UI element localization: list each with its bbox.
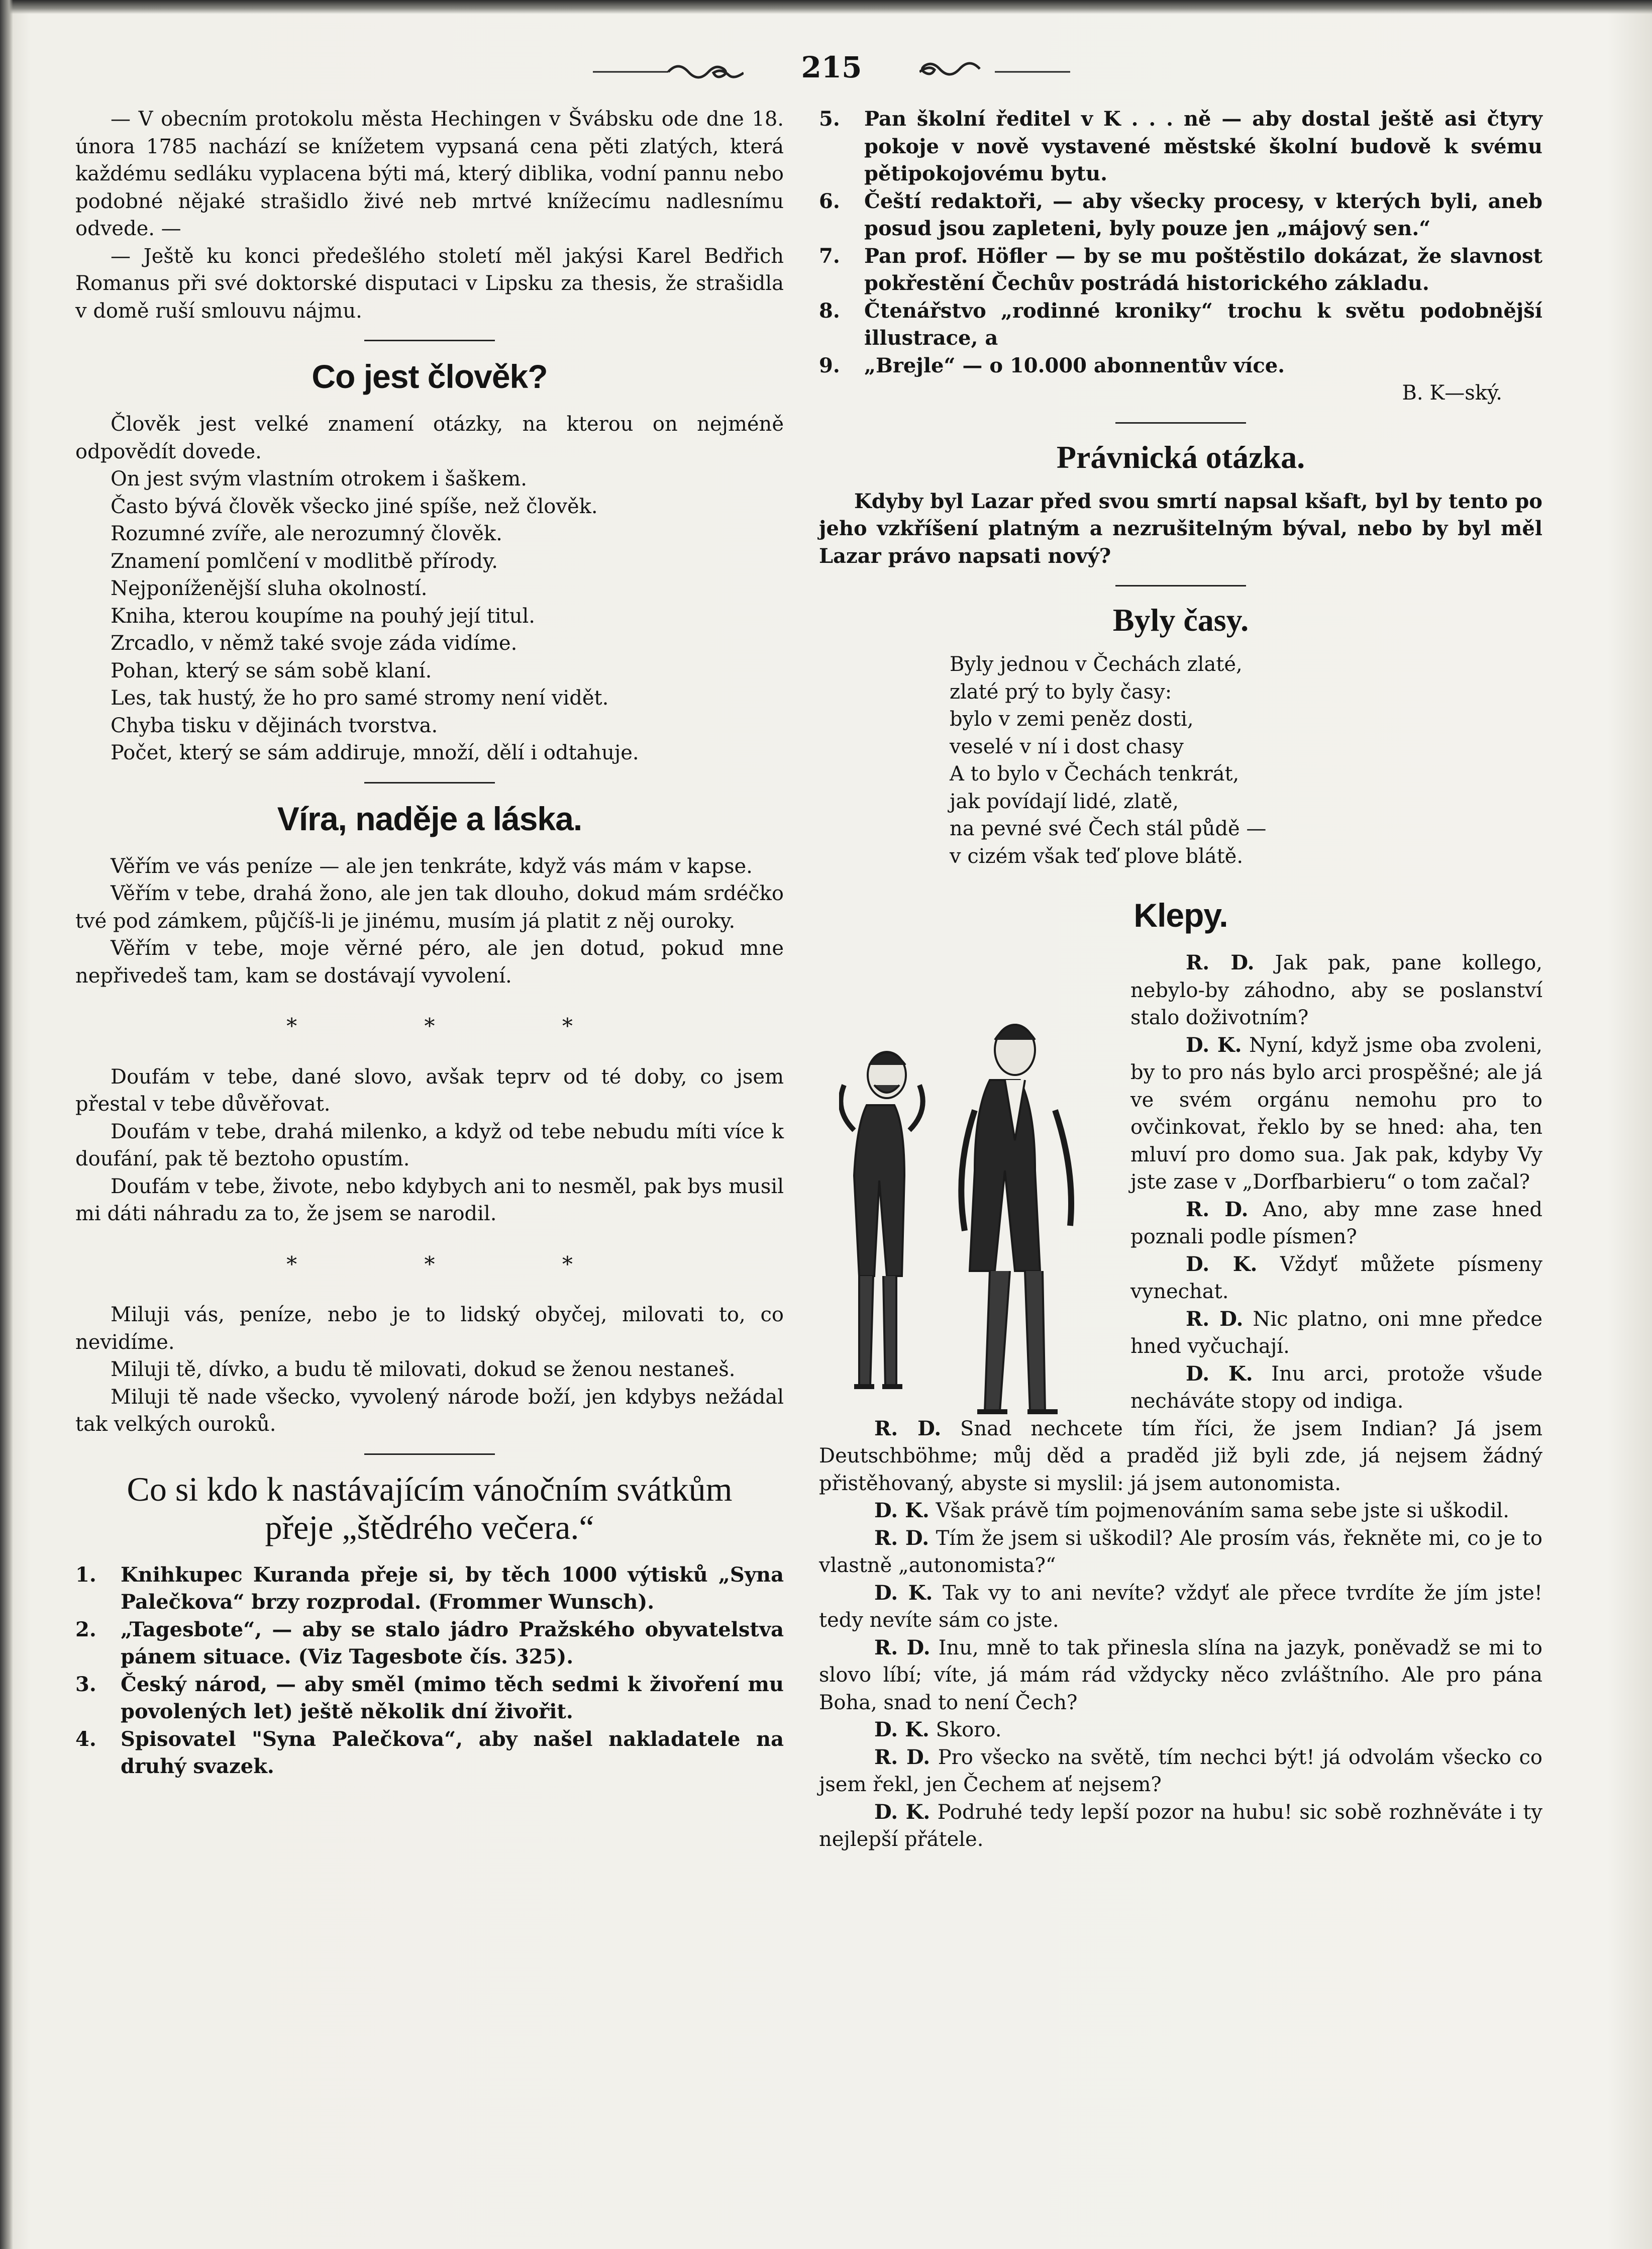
dialogue-text: Vždyť můžete písmeny vynechat. <box>1130 1252 1542 1303</box>
list-item-text: „Brejle“ — o 10.000 abonnentův více. <box>864 353 1285 377</box>
speaker: R. D. <box>1186 951 1255 974</box>
clovek-line: Zrcadlo, v němž také svoje záda vidíme. <box>111 632 518 655</box>
list-item-text: Čeští redaktoři, — aby všecky procesy, v kterých byli, aneb posud jsou zapleteni, byly pouze jen „májový sen.“ <box>864 189 1542 240</box>
verim-paragraph: Věřím ve vás peníze — ale jen tenkráte, když vás mám v kapse. <box>111 854 753 878</box>
dialogue-text: Skoro. <box>936 1718 1002 1741</box>
dialogue-text: Nyní, když jsme oba zvoleni, by to pro nás bylo arci prospěšné; ale já ve svém orgánu nemohu pro to ovčinkovat, řeklo by se hned: aha, ten mluví pro domo sua. Jak pak, kdyby Vy jste zase v „Dorfbarbieru“ o tom začal? <box>1130 1033 1543 1194</box>
asterism: * * * <box>286 1014 633 1038</box>
doufam-paragraph: Doufám v tebe, dané slovo, avšak teprv od té doby, co jsem přestal v tebe důvěřovat. <box>75 1065 784 1116</box>
poem-line: na pevné své Čech stál půdě — <box>950 817 1267 840</box>
list-item <box>75 1561 784 1616</box>
speaker: D. K. <box>874 1718 930 1741</box>
clovek-line: Znamení pomlčení v modlitbě přírody. <box>111 549 498 573</box>
divider <box>364 340 495 341</box>
page-number: 215 <box>801 50 862 84</box>
clovek-line: Nejponíženější sluha okolností. <box>111 577 428 600</box>
svatky-title-line-1: Co si kdo k nastávajícím vánočním svátkům <box>127 1470 733 1508</box>
list-item-number: 9. <box>819 353 840 377</box>
list-item <box>75 1671 784 1726</box>
list-item-text: Pan školní ředitel v K . . . ně — aby dostal ještě asi čtyry pokoje v nově vystavené městské školní budově k svému pětipokojovému bytu. <box>864 107 1542 185</box>
speaker: R. D. <box>874 1416 942 1440</box>
dialogue-line <box>1130 1032 1542 1196</box>
list-item <box>819 188 1542 243</box>
wish-list-continued <box>819 106 1542 379</box>
pravnicka-text: Kdyby byl Lazar před svou smrtí napsal kšaft, byl by tento po jeho vzkříšení platným a nezrušitelným býval, nebo by byl měl Lazar právo napsati nový? <box>819 489 1542 568</box>
svatky-title-line-2: přeje „štědrého večera.“ <box>265 1508 594 1546</box>
doufam-paragraph: Doufám v tebe, živote, nebo kdybych ani to nesměl, pak bys musil mi dáti náhradu za to, že jsem se narodil. <box>75 1175 784 1225</box>
dialogue-line <box>1130 949 1542 1032</box>
dialogue-line <box>819 1634 1542 1717</box>
dialogue-lower <box>819 1415 1542 1853</box>
clovek-lines <box>75 411 784 767</box>
wish-list <box>75 1561 784 1781</box>
section-title-casy: Byly časy. <box>1112 602 1249 638</box>
intro-paragraph-1: — V obecním protokolu města Hechingen v Švábsku ode dne 18. února 1785 nachází se knížetem vypsaná cena pěti zlatých, která každému sedláku vyplacena býti má, který diblika, vodní pannu nebo podobné nějaké strašidlo živé neb mrtvé knížecímu nadlesnímu odvede. — <box>75 108 784 240</box>
list-item-text: Spisovatel "Syna Palečkova“, aby našel nakladatele na druhý svazek. <box>121 1727 784 1778</box>
clovek-line: Často bývá člověk všecko jiné spíše, než člověk. <box>111 495 598 518</box>
dialogue-text: Snad nechcete tím říci, že jsem Indian? Já jsem Deutschböhme; můj děd a praděd již byli zde, já nejsem žádný přistěhovaný, abyste si myslil: já jsem autonomista. <box>819 1417 1543 1495</box>
speaker: D. K. <box>874 1581 933 1605</box>
speaker: D. K. <box>1186 1361 1253 1386</box>
list-item <box>819 352 1542 380</box>
poem-line: bylo v zemi peněz dosti, <box>950 708 1194 731</box>
section-title-clovek: Co jest člověk? <box>312 358 548 395</box>
list-item-number: 1. <box>75 1562 96 1587</box>
clovek-line: Les, tak hustý, že ho pro samé stromy není vidět. <box>111 687 609 710</box>
miluji-paragraph: Miluji tě, dívko, a budu tě milovati, dokud se ženou nestaneš. <box>111 1358 736 1381</box>
clovek-line: Rozumné zvíře, ale nerozumný člověk. <box>111 522 502 545</box>
speaker: R. D. <box>874 1526 930 1550</box>
speaker: R. D. <box>874 1635 931 1659</box>
dialogue-text: Ano, aby mne zase hned poznali podle písmen? <box>1130 1198 1543 1248</box>
list-item-text: „Tagesbote“, — aby se stalo jádro Pražského obyvatelstva pánem situace. (Viz Tagesbote čís. 325). <box>121 1617 784 1669</box>
section-title-pravnicka: Právnická otázka. <box>1056 439 1305 475</box>
section-title-svatky <box>75 1470 784 1546</box>
doufam-paragraph: Doufám v tebe, drahá milenko, a když od tebe nebudu míti více k doufání, pak tě beztoho opustím. <box>75 1120 784 1170</box>
speaker: R. D. <box>1186 1197 1249 1221</box>
list-item <box>819 106 1542 188</box>
dialogue-line <box>1130 1251 1542 1306</box>
poem-line: jak povídají lidé, zlatě, <box>950 790 1179 813</box>
list-item-text: Knihkupec Kuranda přeje si, by těch 1000 výtisků „Syna Palečkova“ brzy rozprodal. (Frommer Wunsch). <box>121 1562 784 1614</box>
poem-line: zlaté prý to byly časy: <box>950 680 1172 704</box>
list-item <box>75 1616 784 1671</box>
speaker: D. K. <box>874 1499 930 1522</box>
dialogue-text: Tak vy to ani nevíte? vždyť ale přece tvrdíte že jím jste! tedy nevíte sám co jste. <box>819 1581 1543 1632</box>
clovek-line: Kniha, kterou koupíme na pouhý její titul. <box>111 604 535 628</box>
list-item-number: 3. <box>75 1672 96 1696</box>
verim-paragraph: Věřím v tebe, drahá žono, ale jen tak dlouho, dokud mám srdéčko tvé pod zámkem, půjčíš-li je jinému, musím já platit z něj ouroky. <box>75 882 784 933</box>
dialogue-upper <box>1130 949 1542 1415</box>
dialogue-line <box>819 1716 1542 1744</box>
header-ornament-left-icon <box>593 59 744 84</box>
speaker: D. K. <box>1186 1033 1242 1057</box>
list-item-number: 2. <box>75 1617 96 1641</box>
miluji-paragraph: Miluji vás, peníze, nebo je to lidský obyčej, milovati to, co nevidíme. <box>75 1303 784 1354</box>
divider <box>1115 585 1246 586</box>
scan-edge-left <box>0 0 13 2249</box>
speaker: R. D. <box>1186 1307 1244 1331</box>
dialogue-line <box>1130 1306 1542 1360</box>
page-header <box>593 50 1070 90</box>
two-gentlemen-illustration-icon <box>839 1010 1100 1432</box>
miluji-paragraph: Miluji tě nade všecko, vyvolený národe boží, jen kdybys nežádal tak velkých ouroků. <box>75 1385 784 1436</box>
intro-paragraph-2: — Ještě ku konci předešlého století měl jakýsi Karel Bedřich Romanus při své doktorské disputaci v Lipsku za thesis, že strašidla v domě ruší smlouvu nájmu. <box>75 244 784 323</box>
divider <box>364 782 495 784</box>
list-item-number: 5. <box>819 107 840 131</box>
clovek-line: Člověk jest velké znamení otázky, na kterou on nejméně odpovědít dovede. <box>75 413 784 463</box>
list-item-number: 6. <box>819 189 840 213</box>
signature: B. K—ský. <box>1402 381 1502 405</box>
dialogue-line <box>819 1799 1542 1853</box>
dialogue-with-illustration <box>819 949 1542 1415</box>
list-item <box>75 1726 784 1781</box>
list-item <box>819 298 1542 352</box>
dialogue-line <box>819 1497 1542 1525</box>
speaker: D. K. <box>1186 1252 1258 1276</box>
section-title-vira: Víra, naděje a láska. <box>277 800 582 837</box>
dialogue-text: Pro všecko na světě, tím nechci být! já odvolám všecko co jsem řekl, jen Čechem ať nejsem? <box>819 1745 1543 1796</box>
dialogue-text: Inu, mně to tak přinesla slína na jazyk, poněvadž se mi to slovo líbí; víte, já mám rád vždycky něco zvláštního. Ale pro pána Boha, snad to není Čech? <box>819 1636 1543 1714</box>
dialogue-line <box>819 1744 1542 1799</box>
header-ornament-right-icon <box>919 59 1070 84</box>
asterism: * * * <box>286 1251 633 1277</box>
section-title-klepy: Klepy. <box>1133 897 1228 934</box>
poem-line: v cizém však teď plove blátě. <box>950 844 1244 868</box>
clovek-line: Chyba tisku v dějinách tvorstva. <box>111 714 438 737</box>
speaker: R. D. <box>874 1745 931 1769</box>
poem-line: veselé v ní i dost chasy <box>950 735 1184 758</box>
dialogue-line <box>1130 1196 1542 1251</box>
list-item-text: Pan prof. Höfler — by se mu poštěstilo dokázat, že slavnost pokřestění Čechův postrádá historického základu. <box>864 244 1542 295</box>
poem <box>819 651 1542 870</box>
dialogue-text: Však právě tím pojmenováním sama sebe jste si uškodil. <box>936 1499 1509 1522</box>
list-item-text: Český národ, — aby směl (mimo těch sedmi k živoření mu povolených let) ještě několik dní živořit. <box>121 1672 784 1723</box>
dialogue-text: Podruhé tedy lepší pozor na hubu! sic sobě rozhněváte i ty nejlepší přátele. <box>819 1800 1542 1851</box>
poem-line: Byly jednou v Čechách zlaté, <box>950 653 1243 676</box>
dialogue-line <box>1130 1360 1542 1415</box>
list-item-number: 4. <box>75 1727 96 1751</box>
list-item-number: 7. <box>819 244 840 268</box>
poem-line: A to bylo v Čechách tenkrát, <box>950 762 1240 786</box>
list-item-number: 8. <box>819 299 840 323</box>
left-column <box>75 106 784 1781</box>
divider <box>1115 422 1246 424</box>
clovek-line: On jest svým vlastním otrokem i šaškem. <box>111 467 527 491</box>
dialogue-text: Jak pak, pane kollego, nebylo-by záhodno, aby se poslanství stalo doživotním? <box>1130 951 1543 1029</box>
dialogue-text: Tím že jsem si uškodil? Ale prosím vás, řekněte mi, co je to vlastně „autonomista?“ <box>819 1526 1543 1577</box>
clovek-line: Pohan, který se sám sobě klaní. <box>111 659 432 682</box>
list-item <box>819 243 1542 298</box>
dialogue-line <box>819 1580 1542 1634</box>
list-item-text: Čtenářstvo „rodinné kroniky“ trochu k světu podobnější illustrace, a <box>864 299 1542 350</box>
clovek-line: Počet, který se sám addiruje, množí, dělí i odtahuje. <box>111 741 639 764</box>
dialogue-text: Nic platno, oni mne předce hned vyčuchají. <box>1130 1307 1543 1358</box>
speaker: D. K. <box>874 1800 931 1824</box>
scan-edge-top <box>0 0 1652 14</box>
dialogue-line <box>819 1525 1542 1580</box>
divider <box>364 1453 495 1455</box>
verim-paragraph: Věřím v tebe, moje věrné péro, ale jen dotud, pokud mne nepřivedeš tam, kam se dostávají vyvolení. <box>75 937 784 988</box>
dialogue-text: Inu arci, protože všude necháváte stopy od indiga. <box>1130 1362 1542 1413</box>
right-column <box>819 106 1542 1853</box>
